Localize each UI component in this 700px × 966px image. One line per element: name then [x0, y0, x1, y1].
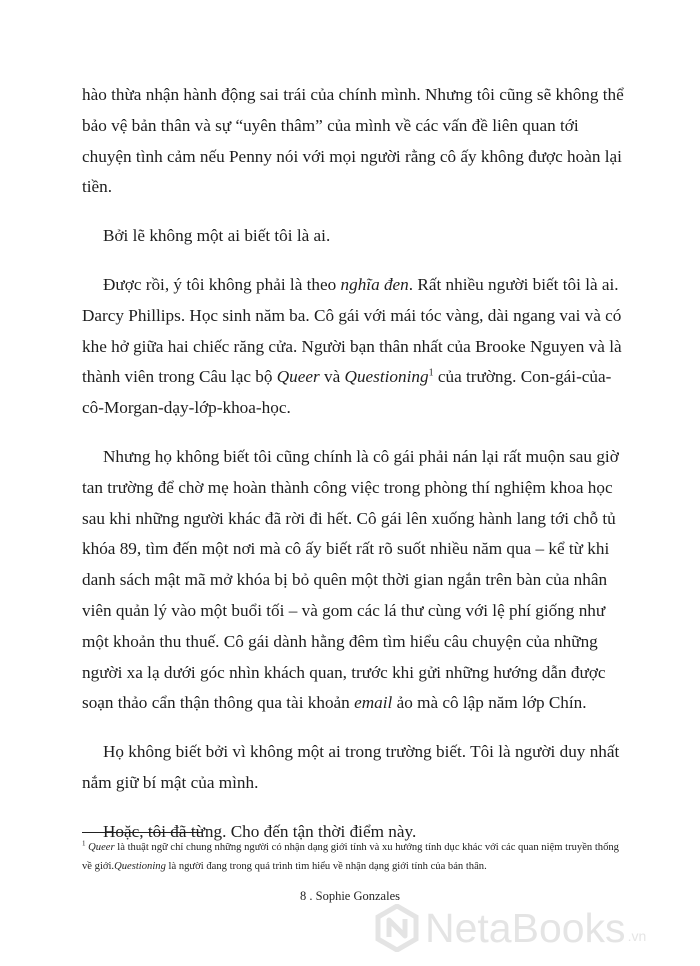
paragraph-text: Nhưng họ không biết tôi cũng chính là cô gái phải nán lại rất muộn sau giờ tan trường để chờ mẹ hoàn thành công việc trong phòng thí nghiệm khoa học sau khi những người khác đã rời đi hết. Cô gái lên xuống hành lang tới chỗ tủ khóa 89, tìm đến một nơi mà cô ấy biết rất rõ suốt nhiều năm qua – kể từ khi danh sách mật mã mở khóa bị bỏ quên một thời gian ngắn trên bàn của nhân viên quản lý vào một buổi tối – và gom các lá thư cùng với lệ phí giống như một khoản thu thuế. Cô gái dành hằng đêm tìm hiểu câu chuyện của những người xa lạ dưới góc nhìn khách quan, trước khi gửi những hướng dẫn được soạn thảo cẩn thận thông qua tài khoản — [82, 446, 619, 713]
paragraph-text: của trường. Con-gái-của-cô-Morgan-dạy-lớp-khoa-học. — [82, 367, 612, 418]
paragraph-2 — [82, 221, 627, 252]
paragraph-text: và — [319, 367, 345, 387]
watermark-domain: .vn — [627, 928, 647, 944]
paragraph-1 — [82, 80, 627, 203]
footnote — [82, 838, 627, 876]
paragraph-3 — [82, 270, 627, 424]
footnote-divider — [82, 832, 202, 833]
emphasis-text: email — [354, 693, 393, 713]
paragraph-text: ảo mà cô lập năm lớp Chín. — [392, 693, 587, 713]
paragraph-text: hào thừa nhận hành động sai trái của chính mình. Nhưng tôi cũng sẽ không thể bảo vệ bản thân và sự “uyên thâm” của mình về các vấn đề liên quan tới chuyện tình cảm nếu Penny nói với mọi người rằng cô ấy không được hoàn lại tiền. — [82, 85, 624, 197]
page-number-label: 8 . Sophie Gonzales — [300, 889, 400, 903]
paragraph-5 — [82, 737, 627, 799]
footnote-reference: 1 — [428, 367, 434, 379]
netabooks-logo-icon — [375, 904, 419, 952]
body-text — [82, 80, 627, 866]
footnote-text: là người đang trong quá trình tìm hiểu về nhận dạng giới tính của bản thân. — [165, 861, 487, 872]
watermark — [375, 898, 646, 958]
footnote-term: Queer — [88, 842, 115, 853]
paragraph-text: Được rồi, ý tôi không phải là theo — [103, 274, 341, 294]
emphasis-text: nghĩa đen — [340, 274, 409, 294]
footnote-text: là thuật ngữ chỉ chung những người có nhận dạng giới tính và xu hướng tính dục khác với các quan niệm truyền thống về giới. — [82, 842, 619, 872]
paragraph-text: Bởi lẽ không một ai biết tôi là ai. — [103, 226, 331, 246]
watermark-brand: NetaBooks — [425, 904, 626, 951]
footnote-term: Questioning — [114, 861, 166, 872]
paragraph-text: Họ không biết bởi vì không một ai trong trường biết. Tôi là người duy nhất nắm giữ bí mật của mình. — [82, 742, 620, 792]
paragraph-4 — [82, 442, 627, 719]
emphasis-text: Queer — [276, 367, 320, 387]
paragraph-text: Hoặc, tôi đã từng. Cho đến tận thời điểm này. — [103, 821, 417, 841]
emphasis-text: Questioning — [344, 367, 429, 387]
footnote-mark: 1 — [82, 839, 86, 848]
paragraph-text: . Rất nhiều người biết tôi là ai. Darcy Phillips. Học sinh năm ba. Cô gái với mái tóc vàng, dài ngang vai và có khe hở giữa hai chiếc răng cửa. Người bạn thân nhất của Brooke Nguyen và là thành viên trong Câu lạc bộ — [82, 274, 622, 387]
